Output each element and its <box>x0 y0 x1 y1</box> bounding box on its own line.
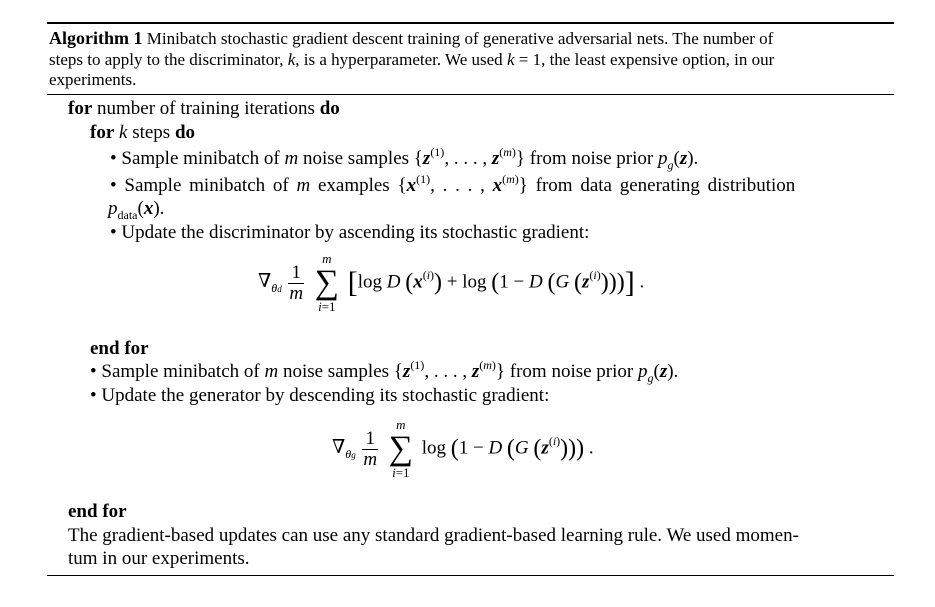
caption-k2: k <box>506 50 515 69</box>
keyword-for-inner: for <box>90 122 115 143</box>
disc-step-2-m: m <box>296 175 311 196</box>
top-rule <box>47 22 894 24</box>
keyword-do: do <box>319 98 340 119</box>
disc-step-2-text: Sample minibatch of <box>124 175 289 196</box>
bullet: • <box>110 222 117 243</box>
gen-step-1-text2: noise samples <box>282 361 390 382</box>
caption-text-2c: = 1, the least expensive option, in our <box>518 50 775 69</box>
caption-k: k <box>287 50 296 69</box>
bullet: • <box>110 148 117 169</box>
disc-step-1-set: {$z^{(1)}$, . . . , $z^{(m)}$} <box>413 145 526 169</box>
gen-step-2 <box>90 385 549 407</box>
bullet: • <box>90 361 97 382</box>
gen-step-1-set: {$z^{(1)}$, . . . , $z^{(m)}$} <box>393 358 506 382</box>
discriminator-gradient-equation: $\nabla_{\theta d}$ $\frac{1}{m}$ m ∑ i=1 [log D $(x^{(i)}) + \log (1 - D$ (G $(z^{(i)})$))] . <box>258 251 645 314</box>
inner-end-for <box>90 338 149 360</box>
disc-step-2-cont: $p_{data}(x)$. <box>108 198 165 222</box>
gen-step-1-prior: $p_g(z)$. <box>638 361 679 385</box>
disc-step-2-text2: examples <box>317 175 390 196</box>
keyword-for: for <box>68 98 93 119</box>
bottom-rule <box>47 575 894 576</box>
disc-step-2-from: from data generating distribution <box>535 175 796 196</box>
bullet: • <box>110 175 117 196</box>
data-subscript: data <box>117 208 138 222</box>
inner-for-text: steps <box>132 122 171 143</box>
disc-step-3 <box>110 222 589 244</box>
outer-end-for <box>68 501 127 523</box>
disc-step-2-set: {$x^{(1)}$, . . . , $x^{(m)}$} <box>397 172 528 196</box>
footer-line-2 <box>68 548 250 570</box>
gen-step-1 <box>90 358 679 385</box>
algorithm-label: Algorithm 1 <box>49 28 143 48</box>
keyword-end-for-inner: end for <box>90 338 149 359</box>
disc-step-1-prior: $p_g(z)$. <box>658 148 699 172</box>
algorithm-caption-line-2 <box>49 50 774 70</box>
inner-for-line <box>90 122 195 144</box>
disc-step-1-m: m <box>284 148 299 169</box>
disc-step-1-from: from noise prior <box>529 148 654 169</box>
caption-text-2b: , is a hyperparameter. We used <box>295 50 503 69</box>
keyword-do-inner: do <box>174 122 196 143</box>
disc-step-3-text: Update the discriminator by ascending its stochastic gradient: <box>121 222 590 243</box>
outer-for-text: number of training iterations <box>97 98 315 119</box>
gen-step-1-m: m <box>264 361 279 382</box>
footer-line-1 <box>68 525 799 547</box>
disc-step-2 <box>110 172 796 198</box>
keyword-end-for-outer: end for <box>68 501 127 522</box>
inner-for-k: k <box>119 122 128 143</box>
algorithm-caption-line-3 <box>49 70 136 90</box>
gen-step-1-text: Sample minibatch of <box>101 361 260 382</box>
algorithm-caption-line-1 <box>49 28 773 49</box>
disc-step-1-text: Sample minibatch of <box>121 148 280 169</box>
generator-gradient-equation: $\nabla_{\theta g}$ $\frac{1}{m}$ m ∑ i=1 log (1 − D (G $(z^{(i)})$)) . <box>332 417 594 480</box>
outer-for-line <box>68 98 340 120</box>
caption-text-1: Minibatch stochastic gradient descent training of generative adversarial nets. The number of <box>146 29 774 48</box>
footer-text-1: The gradient-based updates can use any standard gradient-based learning rule. We used momen- <box>68 525 799 546</box>
disc-step-1-text2: noise samples <box>302 148 410 169</box>
caption-rule <box>47 94 894 95</box>
gen-step-1-from: from noise prior <box>509 361 634 382</box>
bullet: • <box>90 385 97 406</box>
caption-text-2a: steps to apply to the discriminator, <box>49 50 284 69</box>
caption-text-3: experiments. <box>49 70 137 89</box>
disc-step-1 <box>110 145 699 172</box>
footer-text-2: tum in our experiments. <box>68 548 250 569</box>
gen-step-2-text: Update the generator by descending its stochastic gradient: <box>101 385 550 406</box>
